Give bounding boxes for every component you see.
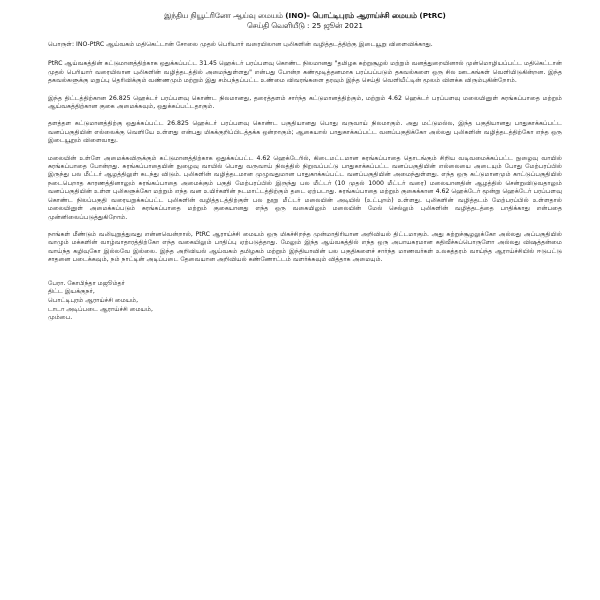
subject-line: பொருள்: INO-PtRC ஆய்வகம் மதிகெட்டான் சோலை முதல் பெரியார் வரையிலான புலிகளின் வழித்தடத்திற்கு இடையூறு விளைவிக்காது. [48,41,433,48]
paragraph-3: தளத்தள கட்டுமானத்திற்கு ஒதுக்கப்பட்ட 26.825 ஹெக்டர் பரப்பளவு கொண்ட பகுதியானது பொது வருவாய் நிலமாகும். அது மட்டுமல்ல, இந்த பகுதியானது பாதுகாக்கப்பட்ட வனப்பகுதியின் எல்லைக்கு வெளியே உள்ளது என்பது மிகக்குறிப்பிடத்தக்க ஒன்றாகும்; ஆகையால் பாதுகாக்கப்பட்ட வனப்பகுதிக்கோ அல்லது புலிகளின் வழித்தடத்திற்கோ எந்த ஒரு இடையூறும் விளைவாது. [48,120,562,145]
paragraph-5: நாங்கள் மீண்டும் வலியுறுத்துவது என்னவென்றால், PtRC ஆராய்ச்சி மையம் ஒரு மிகச்சிறந்த முன்மாதிரியான அறிவியல் திட்டமாகும். அது சுற்றுச்சூழலுக்கோ அல்லது அப்பகுதியில் வாழும் மக்களின் வாழ்வாதாரத்திற்கோ எந்த வகையிலும் பாதிப்பு ஏற்படுத்தாது. மேலும் இந்த ஆய்வகத்தில் எந்த ஒரு அபாயகரமான கதிவீச்சுப்பொருளோ அல்லது விஷத்தன்மை வாய்ந்த கழிவுகோ இல்லவே இல்லை. இந்த அறிவியல் ஆய்வகம் தமிழகம் மற்றும் இந்தியாவின் பல பகுதிகளைச் சார்ந்த மாணவர்கள் உலகத்தரம் வாய்ந்த ஆராய்ச்சியில் ஈடுபட்டு சாதனை படைக்கவும், நம் நாட்டின் அடிப்படை தேவையான அறிவியல் கண்ணோட்டம் வளர்க்கவும் வித்தாக அமையும். [48,230,562,264]
header-title-part-a: இந்திய நியூட்ரினோ ஆய்வு மையம் [164,11,286,20]
signatory-org-2: டாடா அடிப்படை ஆராய்ச்சி மையம், [48,305,153,313]
signature-block [48,280,562,324]
signatory-org-1: பொட்டிபுரம் ஆராய்ச்சி மையம், [48,296,139,304]
signatory-name: பேரா. கோபிந்தா மஜூம்தர் [48,279,125,287]
signatory-city: மும்பை. [48,314,73,322]
paragraph-4: மலையின் உள்ளே அமைக்கவிருக்கும் கட்டுமானத்திற்காக ஒதுக்கப்பட்ட 4.62 ஹெக்டேரில், கிடைமட்டமான சுரங்கப்பாதை தொடங்கும் சிறிய வடிவமைக்கப்பட்ட நுழைவு வாயில் சுரங்கப்பாதை போன்றது. சுரங்கப்பாதையின் நுழைவு வாயில் பொது வருவாய் நிலத்தில் நிறுவப்பட்டு பாதுகாக்கப்பட்ட வனப்பகுதியின் எல்லையை அடையும் போது மேற்பரப்பில் இருந்து பல மீட்டர் ஆழத்திலுள் கடந்து விடும். புலிகளின் வழித்தடமான முழுவதுமான பாதுகாக்கப்பட்ட வனப்பகுதியின் அமைந்துள்ளது. எந்த ஒரு கட்டுமானமும் காட்டுப்பகுதியில் நடைபெறாத காரணத்தினாலும் சுரங்கப்பாதை அமைக்கும் பகுதி மேற்பரப்பில் இருந்து பல மீட்டர் (10 முதல் 1000 மீட்டர் வரை) மலையானதின் ஆழத்தில் சென்றுவிடுவதாலும் வனப்பகுதியின் உள்ள புலிகளுக்கோ மற்றும் எந்த வன உயிர்களின் நடமாட்டத்திற்கும் தடை ஏற்படாது. சுரங்கப்பாதை மற்றும் குகைக்கான 4.62 ஹெக்டேர் மூன்று ஹெக்டேர் பரப்பளவு கொண்ட நிலப்பகுதி வரையறுக்கப்பட்ட புலிகளின் வழித்தடத்திற்குள் பல நூறு மீட்டர் மலையின் அடியில் (உட்புறம்) உள்ளது. புலிகளின் வழித்தடம் மேற்பரப்பில் உள்ளதால் மலையினுள் அமைக்கப்படும் சுரங்கப்பாதை மற்றும் குகையானது எந்த ஒரு வகையிலும் மலையின் மேல் செல்லும் புலிகளின் வழித்தடத்தை பாதிக்காது என்பதை முன்னிலைப்படுத்துகிறோம். [48,154,562,221]
signatory-title: திட்ட இயக்குநர், [48,288,95,296]
paragraph-2: இந்த திட்டத்திற்கான 26.825 ஹெக்டர் பரப்பளவு கொண்ட நிலமானது, தரைத்தளம் சார்ந்த கட்டுமானத்திற்கும், மற்றும் 4.62 ஹெக்டர் பரப்பளவு மலையினுள் சுரங்கப்பாதை மற்றும் ஆய்வகத்திற்கான குகை அமைக்கவும், ஒதுக்கப்பட்டதாகும். [48,94,562,111]
press-release-page [48,0,562,600]
paragraph-1: PtRC ஆய்வகத்தின் கட்டுமானத்திற்காக ஒதுக்கப்பட்ட 31.45 ஹெக்டர் பரப்பளவு கொண்ட நிலமானது "தமிழக சுற்றுசூழல் மற்றும் வனத்துறையினால் முன்மொழியப்பட்ட மதிகெட்டான் முதல் பெரியார் வரையிலான புலிகளின் வழித்தடத்தில் அமைந்துள்ளது" என்பது போன்ற கண்மூடித்தனமாக பரப்பப்படும் தகவல்களை ஒரு சில ஊடகங்கள் வெளியிடுகின்றன. இந்த தகவல்களுக்கு மறுப்பு தெரிவிக்கும் வண்ணமும் மற்றும் இது சம்பந்தப்பட்ட உண்மை விவரங்களை தரவும் இந்த செய்தி வெளியீட்டின் மூலம் விளக்க விரும்புகின்றோம். [48,60,562,85]
release-date: செய்தி வெளியீடு : 25 ஜூன் 2021 [246,21,364,30]
header-title-part-b: (INO)- பொட்டிபுரம் ஆராய்ச்சி மையம் (PtRC) [285,11,446,20]
header-title [48,11,562,21]
document-header [48,11,562,31]
